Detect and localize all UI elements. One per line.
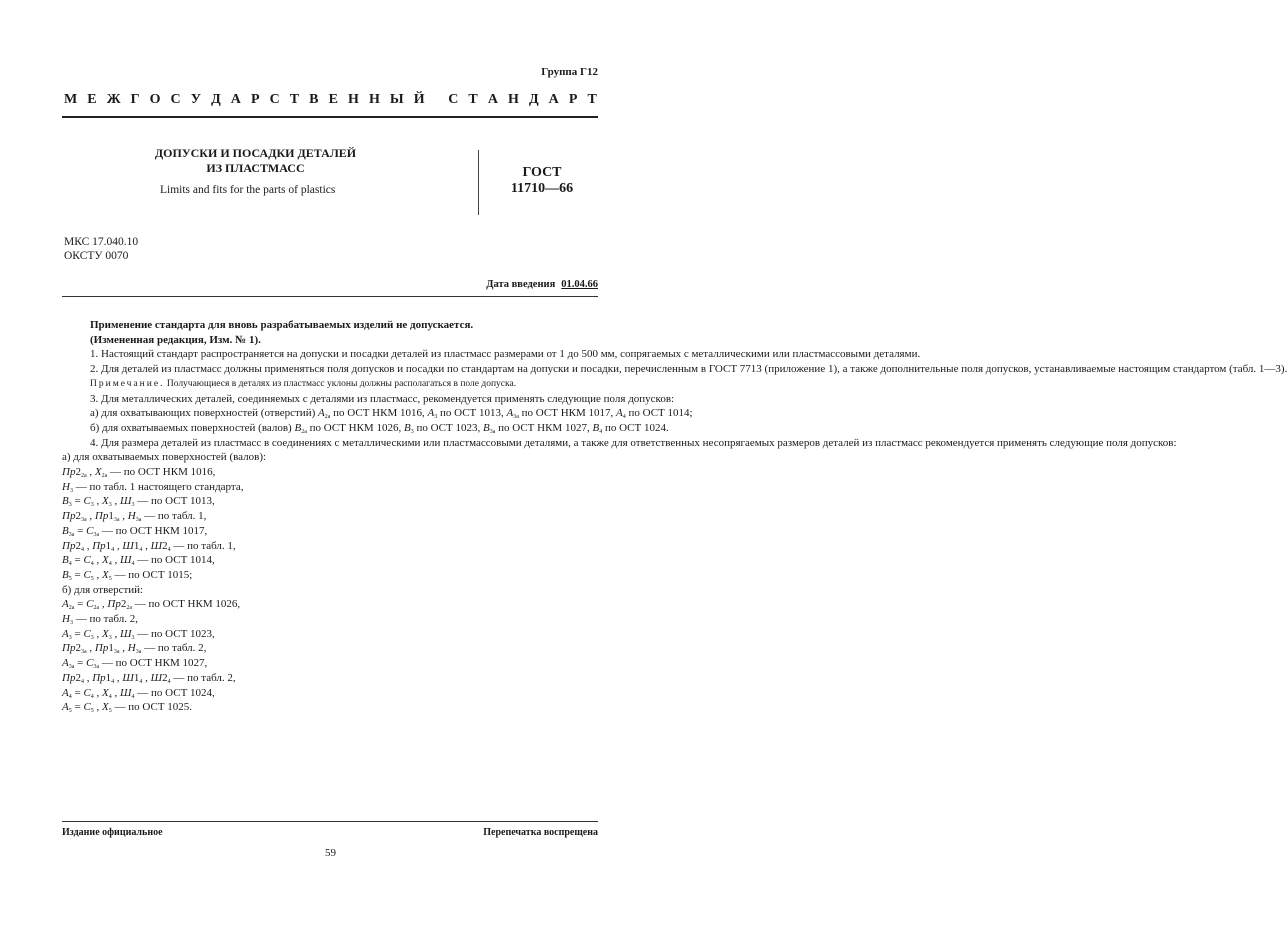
effective-date (486, 279, 598, 290)
header-rule (62, 116, 598, 118)
clause-3a: а) для охватывающих поверхностей (отверстий) $A_{2a}$ по ОСТ НКМ 1016, $A_3$ по ОСТ 1013, $A_{3a}$ по ОСТ НКМ 1017, $A_4$ по ОСТ 1014; (90, 407, 693, 421)
document-body (62, 318, 1287, 715)
date-label: Дата введения (486, 279, 556, 290)
date-value: 01.04.66 (561, 279, 598, 290)
date-rule (62, 296, 598, 297)
clause-3: 3. Для металлических деталей, соединяемых с деталями из пластмасс, рекомендуется применять следующие поля допусков: (90, 392, 675, 405)
title-line-2: ИЗ ПЛАСТМАСС (206, 161, 305, 175)
restriction-text: Применение стандарта для вновь разрабатываемых изделий не допускается. (90, 319, 474, 331)
shafts-heading: а) для охватываемых поверхностей (валов): (62, 451, 267, 464)
mks-code: МКС 17.040.10 (64, 236, 139, 248)
title-english: Limits and fits for the parts of plastics (160, 184, 336, 196)
holes-heading: б) для отверстий: (62, 583, 144, 596)
list-item: $B_4 = C_4$ , $X_4$ , $Ш_4$ — по ОСТ 1014, (62, 554, 215, 568)
note (62, 377, 598, 392)
official-edition: Издание официальное (62, 827, 163, 838)
amendment-text: (Измененная редакция, Изм. № 1). (90, 333, 261, 346)
clause-4: 4. Для размера деталей из пластмасс в соединениях с металлическими или пластмассовыми деталями, а также для ответственных несопрягаемых размеров деталей из пластмасс рекомендуется применять следующие поля допусков: (90, 436, 1177, 449)
list-item: $Пр2_4$ , $Пр1_4$ , $Ш1_4$ , $Ш2_4$ — по табл. 2, (62, 671, 236, 685)
title-divider (478, 150, 479, 215)
page-number: 59 (325, 847, 336, 859)
list-item: $H_3$ — по табл. 2, (62, 613, 138, 627)
list-item: $A_{3a} = C_{3a}$ — по ОСТ НКМ 1027, (62, 657, 208, 671)
list-item: $B_3 = C_3$ , $X_3$ , $Ш_3$ — по ОСТ 1013, (62, 495, 215, 509)
note-label: Примечание. (90, 378, 165, 389)
standard-header: М Е Ж Г О С У Д А Р С Т В Е Н Н Ы Й С Т А Н Д А Р Т (64, 92, 597, 107)
list-item: $A_3 = C_3$ , $X_3$ , $Ш_3$ — по ОСТ 1023, (62, 627, 215, 641)
list-item: $Пр2_{3a}$ , $Пр1_{3a}$ , $H_{3a}$ — по табл. 1, (62, 510, 207, 524)
gost-designation (502, 165, 582, 197)
clause-3b: б) для охватываемых поверхностей (валов) $B_{2a}$ по ОСТ НКМ 1026, $B_3$ по ОСТ 1023, $B_{3a}$ по ОСТ НКМ 1027, $B_4$ по ОСТ 1024. (90, 421, 669, 435)
reprint-prohibited: Перепечатка воспрещена (483, 827, 598, 838)
gost-number: 11710—66 (510, 181, 574, 196)
list-item: $H_3$ — по табл. 1 настоящего стандарта, (62, 480, 244, 494)
list-item: $B_{3a} = C_{3a}$ — по ОСТ НКМ 1017, (62, 524, 208, 538)
list-item: $Пр2_{2a}$ , $X_{2a}$ — по ОСТ НКМ 1016, (62, 466, 216, 480)
list-item: $B_5 = C_5$ , $X_5$ — по ОСТ 1015; (62, 568, 193, 582)
okstu-code: ОКСТУ 0070 (64, 250, 129, 262)
note-text: Получающиеся в деталях из пластмасс уклоны должны располагаться в поле допуска. (166, 378, 517, 389)
list-item: $Пр2_4$ , $Пр1_4$ , $Ш1_4$ , $Ш2_4$ — по табл. 1, (62, 539, 236, 553)
list-item: $Пр2_{3a}$ , $Пр1_{3a}$ , $H_{3a}$ — по табл. 2, (62, 642, 207, 656)
list-item: $A_{2a} = C_{2a}$ , $Пр2_{2a}$ — по ОСТ НКМ 1026, (62, 598, 241, 612)
clause-2: 2. Для деталей из пластмасс должны применяться поля допусков и посадки по стандартам на допуски и посадки, перечисленным в ГОСТ 7713 (приложение 1), а также дополнительные поля допусков, устанавливаемые настоящим стандартом (табл. 1—3). (90, 363, 1287, 376)
title-line-1: ДОПУСКИ И ПОСАДКИ ДЕТАЛЕЙ (154, 146, 357, 160)
list-item: $A_5 = C_5$ , $X_5$ — по ОСТ 1025. (62, 701, 193, 715)
clause-1: 1. Настоящий стандарт распространяется на допуски и посадки деталей из пластмасс размерами от 1 до 500 мм, сопрягаемых с металлическими или пластмассовыми деталями. (90, 348, 921, 361)
gost-label: ГОСТ (522, 165, 562, 180)
group-code: Группа Г12 (541, 66, 598, 78)
list-item: $A_4 = C_4$ , $X_4$ , $Ш_4$ — по ОСТ 1024, (62, 686, 215, 700)
footer-rule (62, 821, 598, 822)
